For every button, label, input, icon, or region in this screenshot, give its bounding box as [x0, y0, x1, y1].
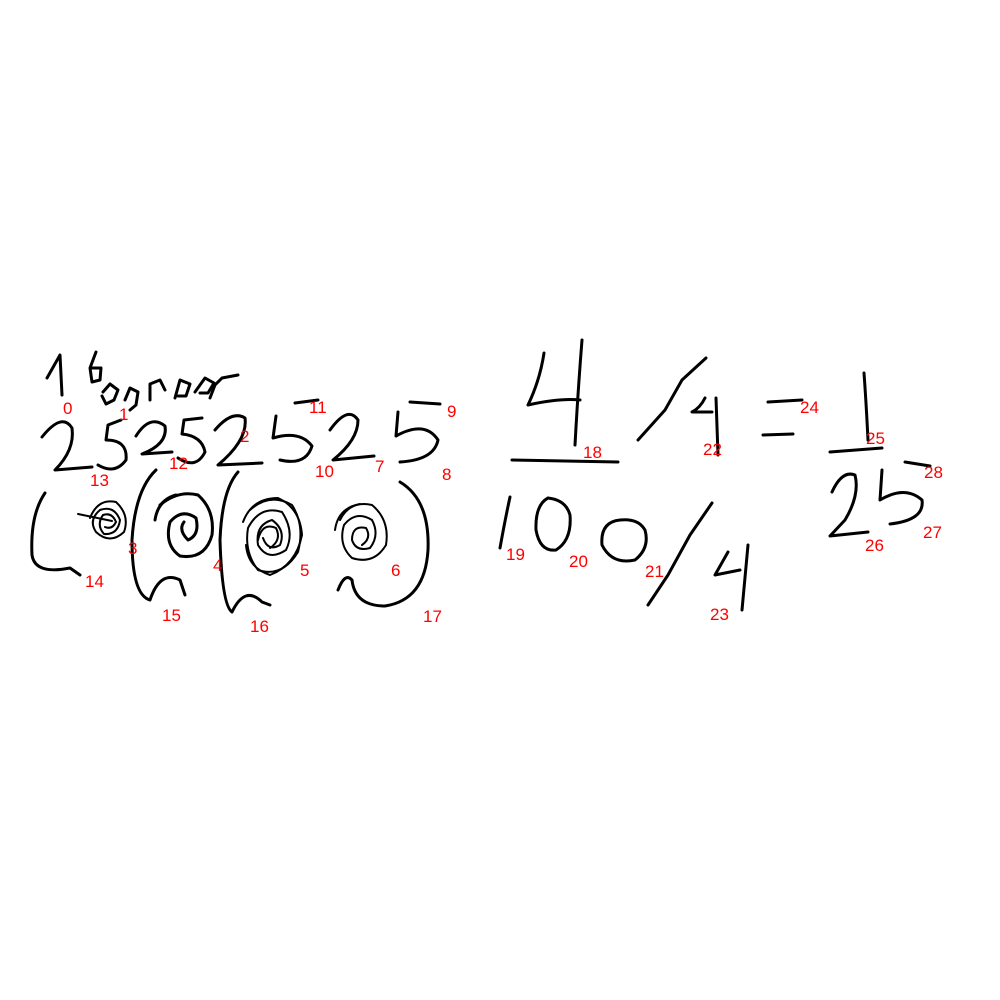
stroke-label: 12 [169, 454, 188, 473]
stroke-13 [42, 420, 126, 470]
stroke-label: 8 [442, 465, 452, 484]
stroke-23 [648, 503, 748, 610]
stroke-label: 18 [583, 443, 602, 462]
stroke-27 [880, 470, 922, 524]
stroke-label: 27 [923, 523, 942, 542]
stroke-4 [155, 494, 212, 557]
stroke-16 [220, 472, 270, 612]
stroke-label: 9 [447, 402, 457, 421]
stroke-label: 15 [162, 606, 181, 625]
stroke-label: 3 [128, 539, 138, 558]
stroke-3 [78, 501, 126, 538]
stroke-label: 6 [391, 561, 401, 580]
stroke-26 [830, 474, 868, 536]
stroke-24 [763, 400, 802, 435]
stroke-8 [396, 412, 438, 462]
stroke-9 [410, 402, 440, 404]
stroke-19 [500, 497, 510, 548]
stroke-7 [330, 414, 374, 460]
stroke-label: 5 [300, 561, 310, 580]
stroke-17 [338, 482, 428, 606]
stroke-2 [215, 416, 262, 465]
stroke-label: 0 [63, 399, 73, 418]
stroke-5 [243, 498, 302, 575]
stroke-label: 2 [240, 427, 250, 446]
stroke-18 [512, 340, 618, 462]
stroke-14 [32, 493, 80, 575]
stroke-label: 10 [315, 462, 334, 481]
stroke-label: 14 [85, 572, 104, 591]
stroke-label: 20 [569, 552, 588, 571]
stroke-label: 17 [423, 607, 442, 626]
stroke-label: 28 [924, 463, 943, 482]
stroke-label: 26 [865, 536, 884, 555]
stroke-label: 13 [90, 471, 109, 490]
stroke-label: 4 [213, 556, 223, 575]
stroke-label: 25 [866, 429, 885, 448]
stroke-label: 19 [506, 545, 525, 564]
stroke-label: 7 [375, 457, 385, 476]
stroke-20 [536, 498, 570, 550]
stroke-15 [132, 470, 185, 600]
stroke-label: 11 [309, 398, 327, 417]
stroke-label: 23 [710, 605, 729, 624]
stroke-6 [335, 504, 387, 560]
stroke-label: 22 [703, 440, 722, 459]
stroke-label: 24 [800, 398, 819, 417]
stroke-label: 21 [645, 562, 664, 581]
stroke-label: 16 [250, 617, 269, 636]
stroke-label: 1 [119, 405, 129, 424]
stroke-10 [273, 416, 312, 461]
stroke-1 [90, 352, 238, 410]
stroke-0 [47, 355, 62, 395]
stroke-21 [602, 520, 646, 561]
